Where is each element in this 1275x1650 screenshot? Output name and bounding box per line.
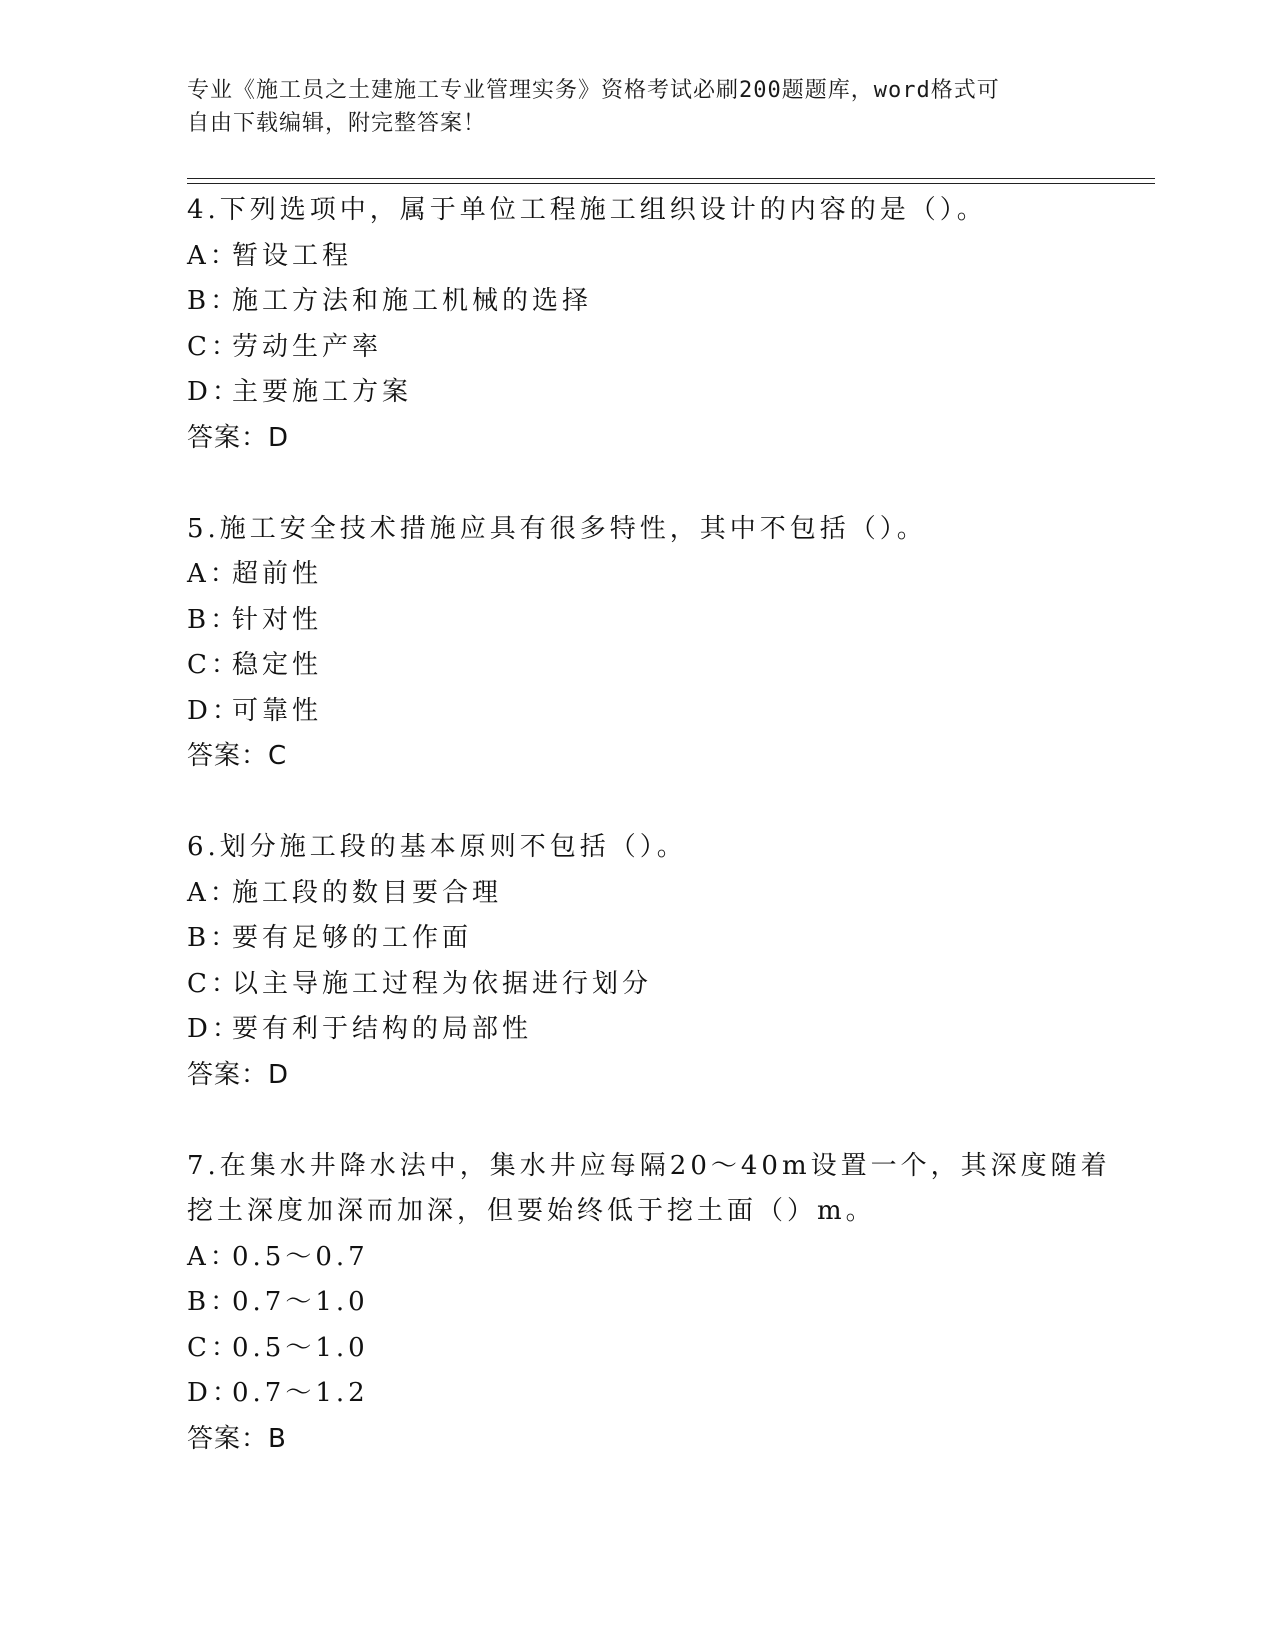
question-stem: 6.划分施工段的基本原则不包括（）。 <box>187 832 687 862</box>
document-header <box>187 74 1067 140</box>
option-key: B： <box>187 923 241 953</box>
option-key: C： <box>187 968 241 999</box>
option-d <box>187 1007 1087 1053</box>
answer-line: 答案：D <box>187 1059 290 1090</box>
option-key: C： <box>187 331 241 362</box>
option-key: B： <box>187 604 241 635</box>
option-c <box>187 325 1087 371</box>
question-stem: 7.在集水井降水法中，集水井应每隔20～40m设置一个，其深度随着 <box>187 1150 1111 1181</box>
option-b <box>187 598 1087 644</box>
option-text: 要有利于结构的局部性 <box>232 1014 533 1044</box>
option-c <box>187 1326 1087 1372</box>
question-spacer <box>187 1098 1087 1144</box>
option-d <box>187 1371 1087 1417</box>
header-line-2: 自由下载编辑，附完整答案！ <box>187 111 487 136</box>
question-spacer <box>187 461 1087 507</box>
option-text: 稳定性 <box>232 650 323 680</box>
option-key: B： <box>187 286 241 316</box>
question-list <box>187 188 1111 1462</box>
option-text: 0.5～0.7 <box>232 1241 369 1272</box>
option-b <box>187 916 1087 962</box>
option-text: 以主导施工过程为依据进行划分 <box>232 968 653 999</box>
option-a <box>187 871 1087 917</box>
option-text: 暂设工程 <box>232 240 353 271</box>
question-stem: 5.施工安全技术措施应具有很多特性，其中不包括（）。 <box>187 513 927 544</box>
option-c <box>187 962 1087 1008</box>
option-key: B： <box>187 1287 241 1317</box>
option-text: 0.5～1.0 <box>232 1332 369 1363</box>
question-block <box>187 507 1087 780</box>
option-key: D： <box>187 1378 242 1408</box>
question-spacer <box>187 780 1087 826</box>
option-text: 0.7～1.0 <box>232 1287 369 1317</box>
header-line-1: 专业《施工员之土建施工专业管理实务》资格考试必刷200题题库，word格式可 <box>187 78 1000 103</box>
option-key: A： <box>187 1241 240 1272</box>
option-a <box>187 1235 1087 1281</box>
header-divider-top <box>187 178 1155 179</box>
answer-line: 答案：B <box>187 1423 287 1454</box>
question-block <box>187 188 1087 461</box>
question-stem: 4.下列选项中，属于单位工程施工组织设计的内容的是（）。 <box>187 195 987 225</box>
option-text: 施工段的数目要合理 <box>232 877 503 908</box>
option-key: C： <box>187 1332 241 1363</box>
option-c <box>187 643 1087 689</box>
question-block <box>187 1144 1111 1463</box>
option-d <box>187 689 1087 735</box>
answer-line: 答案：D <box>187 422 290 453</box>
option-key: A： <box>187 240 240 271</box>
option-text: 施工方法和施工机械的选择 <box>232 286 593 316</box>
header-divider-bottom <box>187 183 1155 184</box>
option-key: D： <box>187 377 242 407</box>
option-text: 要有足够的工作面 <box>232 923 473 953</box>
option-text: 超前性 <box>232 559 323 589</box>
option-key: A： <box>187 559 240 589</box>
option-b <box>187 1280 1087 1326</box>
option-text: 针对性 <box>232 604 323 635</box>
option-key: A： <box>187 877 240 908</box>
option-d <box>187 370 1087 416</box>
option-key: D： <box>187 695 242 726</box>
option-a <box>187 234 1087 280</box>
answer-line: 答案：C <box>187 741 288 771</box>
option-text: 主要施工方案 <box>232 377 413 407</box>
question-block <box>187 825 1087 1098</box>
option-text: 劳动生产率 <box>232 331 383 362</box>
option-b <box>187 279 1087 325</box>
option-key: C： <box>187 650 241 680</box>
option-text: 0.7～1.2 <box>232 1378 369 1408</box>
question-stem-continued: 挖土深度加深而加深，但要始终低于挖土面（）m。 <box>187 1196 876 1226</box>
option-key: D： <box>187 1014 242 1044</box>
option-a <box>187 552 1087 598</box>
option-text: 可靠性 <box>232 695 323 726</box>
